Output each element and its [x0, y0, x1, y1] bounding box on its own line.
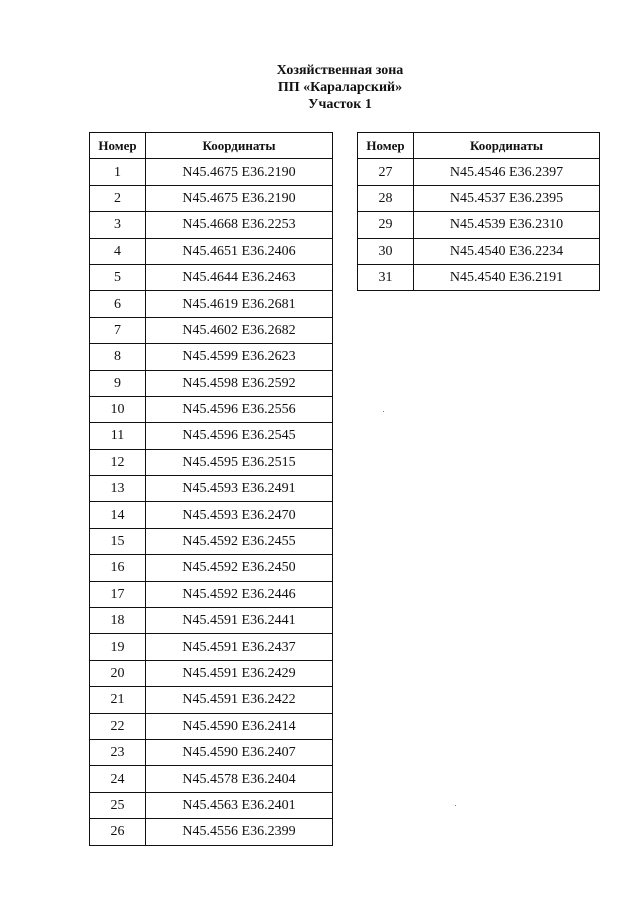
- table-row: [90, 687, 333, 713]
- point-number: 13: [90, 476, 146, 502]
- point-number: 10: [90, 396, 146, 422]
- table-header-row: [358, 133, 600, 159]
- table-row: [358, 212, 600, 238]
- point-coordinates: N45.4546 E36.2397: [414, 159, 600, 185]
- point-coordinates: N45.4578 E36.2404: [146, 766, 333, 792]
- table-row: [90, 264, 333, 290]
- point-coordinates: N45.4619 E36.2681: [146, 291, 333, 317]
- point-number: 24: [90, 766, 146, 792]
- point-number: 2: [90, 185, 146, 211]
- point-coordinates: N45.4596 E36.2556: [146, 396, 333, 422]
- table-row: [358, 159, 600, 185]
- table-row: [90, 792, 333, 818]
- table-row: [90, 449, 333, 475]
- table-row: [90, 581, 333, 607]
- point-number: 19: [90, 634, 146, 660]
- point-coordinates: N45.4590 E36.2407: [146, 739, 333, 765]
- point-number: 21: [90, 687, 146, 713]
- point-number: 6: [90, 291, 146, 317]
- point-coordinates: N45.4675 E36.2190: [146, 185, 333, 211]
- point-number: 23: [90, 739, 146, 765]
- title-line-park: ПП «Караларский»: [277, 80, 403, 95]
- header-number: Номер: [90, 133, 146, 159]
- table-header-row: [90, 133, 333, 159]
- point-coordinates: N45.4592 E36.2446: [146, 581, 333, 607]
- point-number: 25: [90, 792, 146, 818]
- point-number: 4: [90, 238, 146, 264]
- table-row: [358, 238, 600, 264]
- table-row: [358, 185, 600, 211]
- table-row: [90, 766, 333, 792]
- point-number: 22: [90, 713, 146, 739]
- point-coordinates: N45.4675 E36.2190: [146, 159, 333, 185]
- table-row: [90, 238, 333, 264]
- point-number: 14: [90, 502, 146, 528]
- point-coordinates: N45.4539 E36.2310: [414, 212, 600, 238]
- coordinates-table-left-body: [90, 159, 333, 845]
- table-row: [90, 423, 333, 449]
- table-row: [90, 344, 333, 370]
- table-row: [90, 291, 333, 317]
- table-row: [90, 660, 333, 686]
- point-number: 5: [90, 264, 146, 290]
- point-number: 29: [358, 212, 414, 238]
- table-row: [90, 185, 333, 211]
- table-row: [90, 739, 333, 765]
- table-row: [90, 502, 333, 528]
- table-row: [90, 212, 333, 238]
- header-coordinates: Координаты: [146, 133, 333, 159]
- coordinates-table-right-body: [358, 159, 600, 291]
- point-number: 3: [90, 212, 146, 238]
- point-number: 16: [90, 555, 146, 581]
- point-coordinates: N45.4537 E36.2395: [414, 185, 600, 211]
- point-number: 9: [90, 370, 146, 396]
- table-row: [90, 317, 333, 343]
- point-coordinates: N45.4590 E36.2414: [146, 713, 333, 739]
- point-coordinates: N45.4540 E36.2234: [414, 238, 600, 264]
- point-number: 15: [90, 528, 146, 554]
- table-row: [90, 608, 333, 634]
- table-row: [90, 370, 333, 396]
- point-number: 27: [358, 159, 414, 185]
- table-row: [90, 555, 333, 581]
- point-coordinates: N45.4598 E36.2592: [146, 370, 333, 396]
- point-number: 1: [90, 159, 146, 185]
- title-line-zone: Хозяйственная зона: [276, 63, 404, 78]
- point-number: 28: [358, 185, 414, 211]
- point-coordinates: N45.4592 E36.2450: [146, 555, 333, 581]
- point-coordinates: N45.4592 E36.2455: [146, 528, 333, 554]
- header-number: Номер: [358, 133, 414, 159]
- point-coordinates: N45.4644 E36.2463: [146, 264, 333, 290]
- point-number: 7: [90, 317, 146, 343]
- point-number: 20: [90, 660, 146, 686]
- header-coordinates: Координаты: [414, 133, 600, 159]
- title-line-section: Участок 1: [308, 97, 372, 112]
- point-coordinates: N45.4591 E36.2429: [146, 660, 333, 686]
- coordinates-table-right: [357, 132, 600, 291]
- point-number: 30: [358, 238, 414, 264]
- point-coordinates: N45.4596 E36.2545: [146, 423, 333, 449]
- coordinates-table-left: [89, 132, 333, 846]
- table-row: [90, 476, 333, 502]
- point-coordinates: N45.4563 E36.2401: [146, 792, 333, 818]
- scan-speck: [455, 805, 456, 806]
- point-coordinates: N45.4540 E36.2191: [414, 264, 600, 290]
- point-coordinates: N45.4593 E36.2470: [146, 502, 333, 528]
- scan-speck: [383, 411, 384, 412]
- table-row: [90, 634, 333, 660]
- point-number: 11: [90, 423, 146, 449]
- table-row: [90, 713, 333, 739]
- table-row: [90, 396, 333, 422]
- point-number: 17: [90, 581, 146, 607]
- point-coordinates: N45.4599 E36.2623: [146, 344, 333, 370]
- point-number: 26: [90, 819, 146, 845]
- point-coordinates: N45.4668 E36.2253: [146, 212, 333, 238]
- point-number: 12: [90, 449, 146, 475]
- point-coordinates: N45.4595 E36.2515: [146, 449, 333, 475]
- table-row: [90, 159, 333, 185]
- point-number: 8: [90, 344, 146, 370]
- point-coordinates: N45.4591 E36.2441: [146, 608, 333, 634]
- point-coordinates: N45.4591 E36.2422: [146, 687, 333, 713]
- point-number: 31: [358, 264, 414, 290]
- point-coordinates: N45.4651 E36.2406: [146, 238, 333, 264]
- table-row: [90, 819, 333, 845]
- point-coordinates: N45.4556 E36.2399: [146, 819, 333, 845]
- point-coordinates: N45.4593 E36.2491: [146, 476, 333, 502]
- table-row: [90, 528, 333, 554]
- point-coordinates: N45.4591 E36.2437: [146, 634, 333, 660]
- table-row: [358, 264, 600, 290]
- document-title: [0, 62, 640, 113]
- point-number: 18: [90, 608, 146, 634]
- point-coordinates: N45.4602 E36.2682: [146, 317, 333, 343]
